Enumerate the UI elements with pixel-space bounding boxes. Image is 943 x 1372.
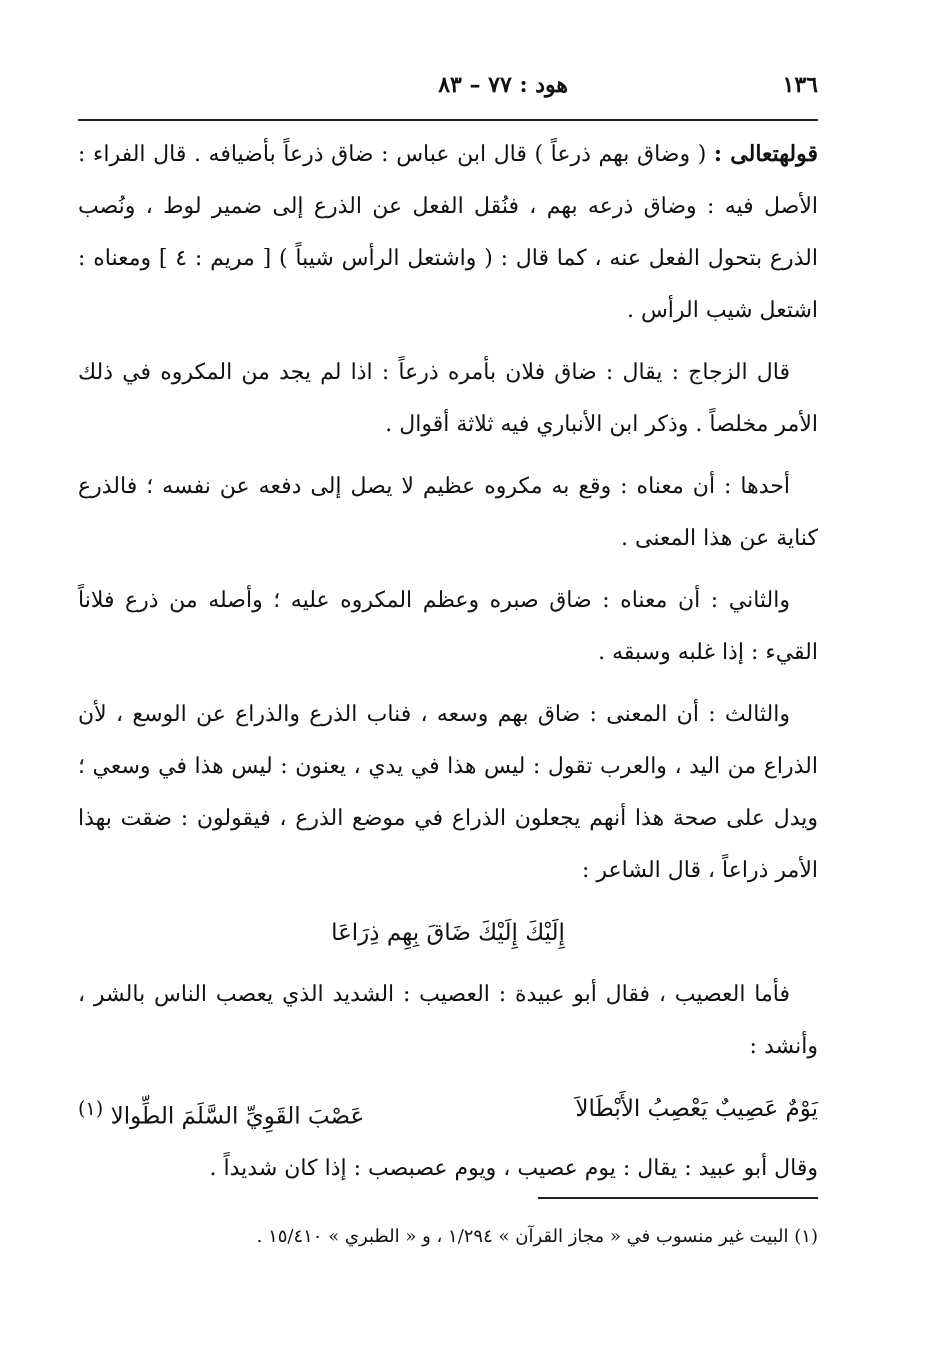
- footnote-separator: [538, 1197, 818, 1199]
- paragraph-5: والثالث : أن المعنى : ضاق بهم وسعه ، فناب الذرع والذراع عن الوسع ، لأن الذراع من اليد ، والعرب تقول : ليس هذا في يدي ، يعنون : ليس هذا في وسعي ؛ ويدل على صحة هذا أنهم يجعلون الذراع في موضع الذرع ، فيقولون : ضقت بهذا الأمر ذراعاً ، قال الشاعر :: [78, 702, 818, 883]
- verse-2-second-hemistich: [78, 1083, 364, 1143]
- verse-2-second-text: عَصْبَ القَوِيِّ السَّلَمَ الطِّوالا: [110, 1103, 365, 1130]
- main-text: [78, 128, 818, 1205]
- footnote: (١) البيت غير منسوب في « مجاز القرآن » ١/٢٩٤ ، و « الطبري » ١٥/٤١٠ .: [256, 1226, 818, 1247]
- paragraph-7: وقال أبو عبيد : يقال : يوم عصيب ، ويوم عصبصب : إذا كان شديداً .: [209, 1155, 818, 1181]
- page-number: ١٣٦: [782, 72, 818, 98]
- verse-2: [78, 1083, 818, 1143]
- page-header: [78, 68, 818, 104]
- paragraph-4: والثاني : أن معناه : ضاق صبره وعظم المكروه عليه ؛ وأصله من ذرع فلاناً القيء : إذا غلبه وسبقه .: [78, 588, 818, 665]
- footnote-marker: (١): [78, 1097, 104, 1120]
- header-rule: [78, 119, 818, 121]
- verse-1: إِلَيْكَ إِلَيْكَ ضَاقَ بِهِم ذِرَاعَا: [331, 920, 565, 946]
- paragraph-text: ( وضاق بهم ذرعاً ) قال ابن عباس : ضاق ذرعاً بأضيافه . قال الفراء : الأصل فيه : وضاق ذرعه بهم ، فنُقل الفعل عن الذرع إلى ضمير لوط ، ونُصب الذرع بتحول الفعل عنه ، كما قال : ( واشتعل الرأس شيباً ) [ مريم : ٤ ] ومعناه : اشتعل شيب الرأس .: [78, 142, 818, 323]
- paragraph-2: قال الزجاج : يقال : ضاق فلان بأمره ذرعاً : اذا لم يجد من المكروه في ذلك الأمر مخلصاً . وذكر ابن الأنباري فيه ثلاثة أقوال .: [78, 360, 818, 437]
- paragraph-3: أحدها : أن معناه : وقع به مكروه عظيم لا يصل إلى دفعه عن نفسه ؛ فالذرع كناية عن هذا المعنى .: [78, 474, 818, 551]
- paragraph-lead: قولهتعالى :: [713, 141, 818, 167]
- paragraph-1: [78, 128, 818, 337]
- running-head: هود : ٧٧ – ٨٣: [438, 72, 568, 98]
- verse-2-first-hemistich: يَوْمٌ عَصِيبٌ يَعْصِبُ الأَبْطَالاَ: [575, 1096, 818, 1122]
- paragraph-6: فأما العصيب ، فقال أبو عبيدة : العصيب : الشديد الذي يعصب الناس بالشر ، وأنشد :: [78, 982, 818, 1059]
